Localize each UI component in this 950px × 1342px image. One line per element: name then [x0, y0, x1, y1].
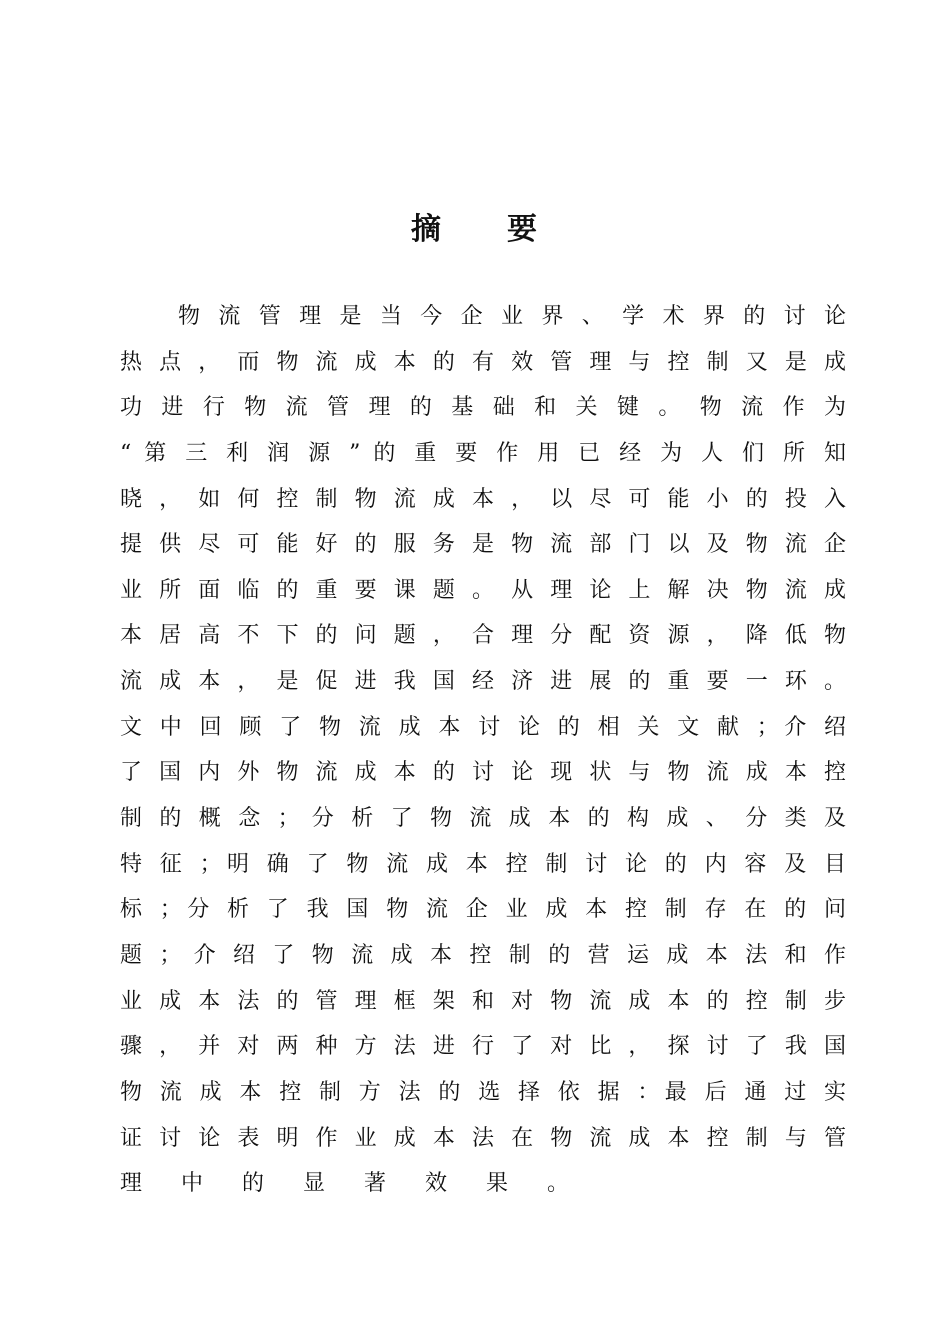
abstract-line: 题 ； 介 绍 了 物 流 成 本 控 制 的 营 运 成 本 法 和 作 — [120, 942, 846, 968]
abstract-line: 物 流 管 理 是 当 今 企 业 界 、 学 术 界 的 讨 论 — [178, 304, 846, 329]
page-title: 摘 要 — [411, 212, 539, 247]
abstract-line: 提 供 尽 可 能 好 的 服 务 是 物 流 部 门 以 及 物 流 企 — [120, 532, 846, 558]
abstract-line: “ 第 三 利 润 源 ” 的 重 要 作 用 已 经 为 人 们 所 知 — [120, 440, 846, 466]
abstract-line: 特 征 ；明 确 了 物 流 成 本 控 制 讨 论 的 内 容 及 目 — [120, 851, 846, 877]
abstract-line: 功 进 行 物 流 管 理 的 基 础 和 关 键 。 物 流 作 为 — [120, 395, 846, 421]
abstract-line: 流 成 本 ， 是 促 进 我 国 经 济 进 展 的 重 要 一 环 。 — [120, 669, 846, 695]
abstract-line: 物 流 成 本 控 制 方 法 的 选 择 依 据 ：最 后 通 过 实 — [120, 1079, 846, 1105]
abstract-line: 本 居 高 不 下 的 问 题 ， 合 理 分 配 资 源 ， 降 低 物 — [120, 623, 846, 649]
abstract-line: 业 所 面 临 的 重 要 课 题 。 从 理 论 上 解 决 物 流 成 — [120, 577, 846, 603]
abstract-line: 证 讨 论 表 明 作 业 成 本 法 在 物 流 成 本 控 制 与 管 — [120, 1125, 846, 1151]
abstract-line: 晓 ， 如 何 控 制 物 流 成 本 ， 以 尽 可 能 小 的 投 入 — [120, 486, 846, 512]
abstract-line-last — [120, 1161, 846, 1207]
abstract-line: 文 中 回 顾 了 物 流 成 本 讨 论 的 相 关 文 献 ；介 绍 — [120, 714, 846, 740]
abstract-line: 了 国 内 外 物 流 成 本 的 讨 论 现 状 与 物 流 成 本 控 — [120, 760, 846, 786]
abstract-line: 制 的 概 念 ； 分 析 了 物 流 成 本 的 构 成 、 分 类 及 — [120, 806, 846, 832]
abstract-line-last-text: 理 中 的 显 著 效 果 。 — [120, 1171, 585, 1197]
abstract-body — [120, 294, 846, 1207]
abstract-line: 标 ；分 析 了 我 国 物 流 企 业 成 本 控 制 存 在 的 问 — [120, 897, 846, 923]
abstract-line: 热 点 ， 而 物 流 成 本 的 有 效 管 理 与 控 制 又 是 成 — [120, 349, 846, 375]
abstract-line: 骤 ， 并 对 两 种 方 法 进 行 了 对 比 ， 探 讨 了 我 国 — [120, 1034, 846, 1060]
abstract-line: 业 成 本 法 的 管 理 框 架 和 对 物 流 成 本 的 控 制 步 — [120, 988, 846, 1014]
